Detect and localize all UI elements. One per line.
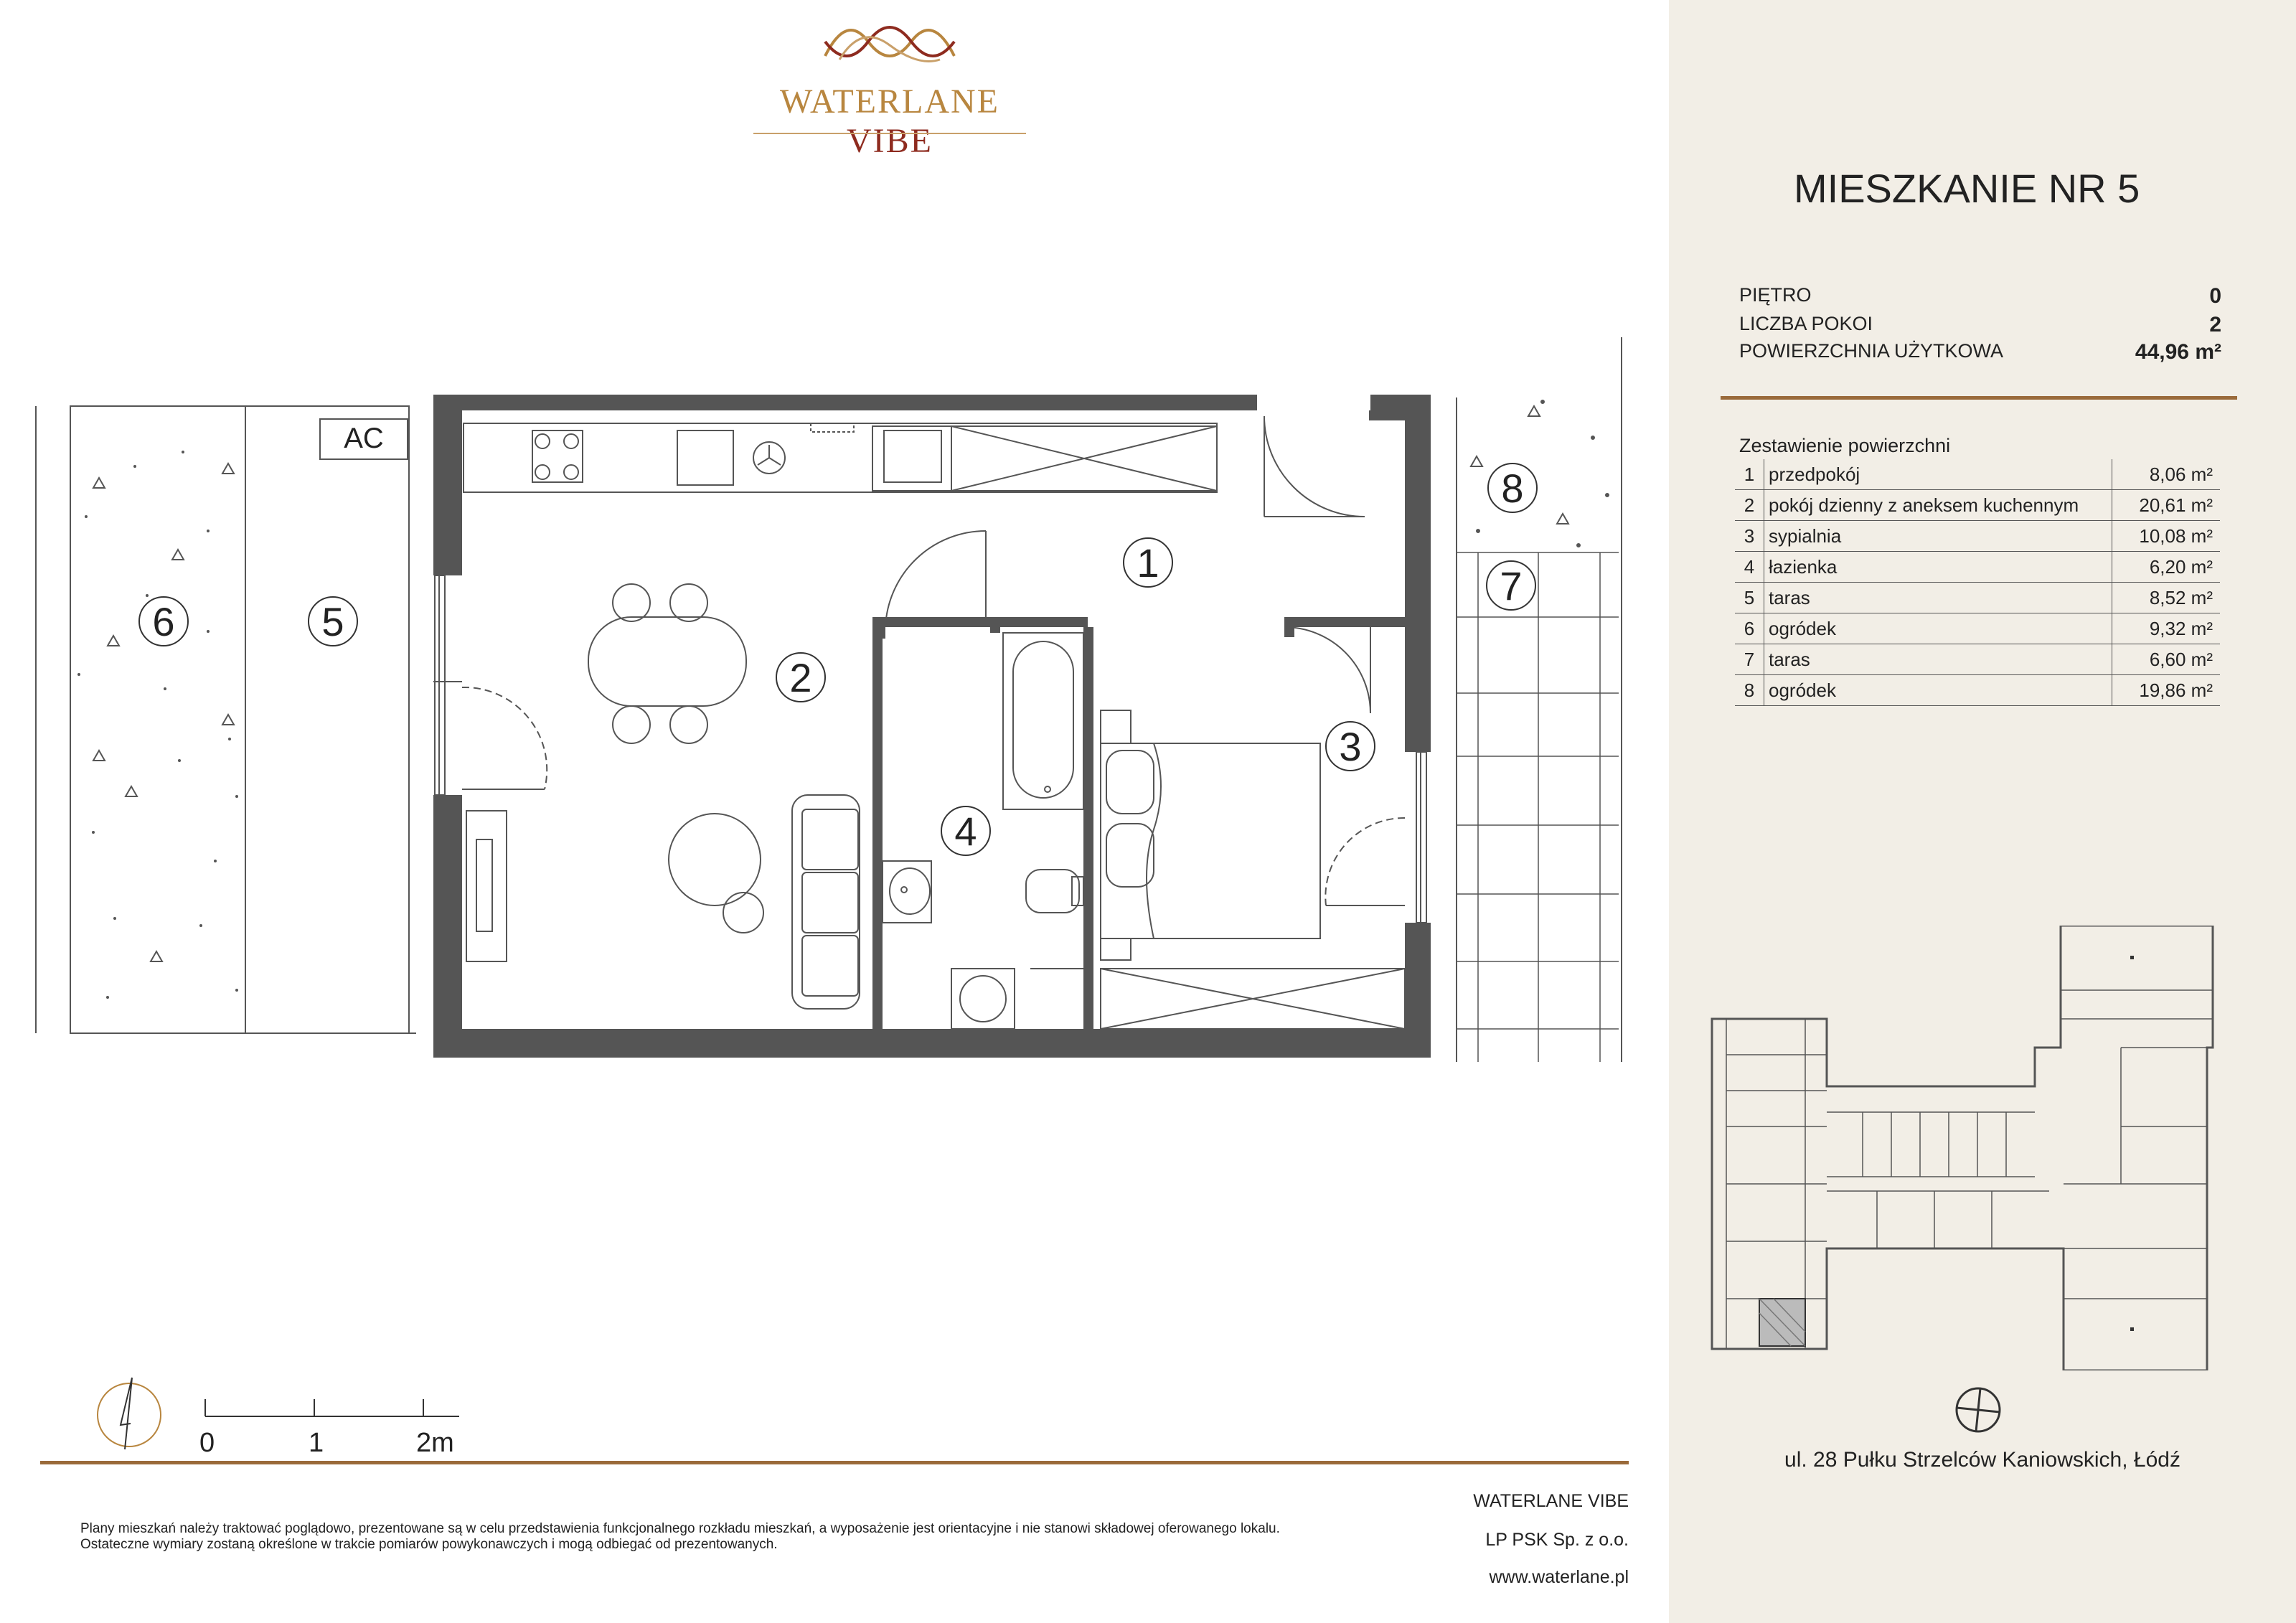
area-no: 4	[1735, 552, 1764, 583]
room-number-8: 8	[1501, 466, 1524, 511]
area-value: 6,20 m²	[2112, 552, 2221, 583]
footer-divider	[40, 1461, 1629, 1464]
areas-table	[1735, 459, 2220, 706]
room-number-7: 7	[1500, 563, 1523, 608]
info-sidebar	[1669, 0, 2296, 1623]
building-key-plan	[1705, 926, 2221, 1370]
info-divider	[1721, 396, 2237, 400]
floor-value: 0	[2209, 284, 2221, 308]
area-value: 9,32 m²	[2112, 613, 2221, 644]
area-value: 8,06 m²	[2112, 459, 2221, 490]
area-no: 8	[1735, 675, 1764, 706]
area-name: przedpokój	[1764, 459, 2112, 490]
area-no: 5	[1735, 583, 1764, 613]
area-row-1	[1735, 459, 2220, 490]
area-value: 6,60 m²	[2112, 644, 2221, 675]
area-name: taras	[1764, 583, 2112, 613]
area-name: pokój dzienny z aneksem kuchennym	[1764, 490, 2112, 521]
area-value: 19,86 m²	[2112, 675, 2221, 706]
address: ul. 28 Pułku Strzelców Kaniowskich, Łódź	[1784, 1448, 2180, 1472]
area-no: 3	[1735, 521, 1764, 552]
area-row-6	[1735, 613, 2220, 644]
room-number-5: 5	[321, 599, 344, 644]
area-label: POWIERZCHNIA UŻYTKOWA	[1739, 340, 2004, 362]
area-no: 6	[1735, 613, 1764, 644]
area-name: sypialnia	[1764, 521, 2112, 552]
area-row-3	[1735, 521, 2220, 552]
area-row-5	[1735, 583, 2220, 613]
compass-icon	[86, 1370, 172, 1457]
site-compass-icon	[1953, 1385, 2003, 1435]
area-no: 2	[1735, 490, 1764, 521]
room-number-2: 2	[789, 655, 812, 700]
scale-bar	[194, 1385, 466, 1421]
floor-label: PIĘTRO	[1739, 284, 1812, 306]
room-number-1: 1	[1137, 540, 1159, 585]
scale-label-2: 2m	[416, 1428, 454, 1458]
brand-name-part2: VIBE	[847, 122, 933, 160]
area-no: 1	[1735, 459, 1764, 490]
area-value: 44,96 m²	[2135, 340, 2221, 364]
room-number-4: 4	[954, 809, 977, 854]
area-row-4	[1735, 552, 2220, 583]
scale-label-1: 1	[309, 1428, 324, 1458]
area-name: ogródek	[1764, 613, 2112, 644]
area-value: 20,61 m²	[2112, 490, 2221, 521]
room-number-3: 3	[1339, 724, 1362, 769]
company-website[interactable]: www.waterlane.pl	[1489, 1567, 1629, 1587]
area-value: 10,08 m²	[2112, 521, 2221, 552]
scale-label-0: 0	[199, 1428, 215, 1458]
apartment-title: MIESZKANIE NR 5	[1794, 166, 2140, 211]
areas-table-title: Zestawienie powierzchni	[1739, 435, 1951, 456]
area-no: 7	[1735, 644, 1764, 675]
area-value: 8,52 m²	[2112, 583, 2221, 613]
brand-name-part1: WATERLANE	[780, 83, 999, 121]
area-name: ogródek	[1764, 675, 2112, 706]
disclaimer-line-2: Ostateczne wymiary zostaną określone w trakcie pomiarów powykonawczych i mogą odbiegać od prezentowanych.	[80, 1537, 778, 1552]
area-row-8	[1735, 675, 2220, 706]
disclaimer	[80, 1521, 1444, 1553]
area-row-7	[1735, 644, 2220, 675]
ac-label: AC	[344, 423, 384, 454]
room-number-6: 6	[152, 599, 175, 644]
area-name: taras	[1764, 644, 2112, 675]
area-row-2	[1735, 490, 2220, 521]
rooms-value: 2	[2209, 313, 2221, 337]
area-name: łazienka	[1764, 552, 2112, 583]
rooms-label: LICZBA POKOI	[1739, 313, 1873, 334]
company-legal: LP PSK Sp. z o.o.	[1485, 1530, 1629, 1550]
disclaimer-line-1: Plany mieszkań należy traktować poglądowo, prezentowane są w celu przedstawienia funkcjonalnego rozkładu mieszkań, a wyposażenie jest orientacyjne i nie stanowi składowej oferowanego lokalu.	[80, 1521, 1280, 1536]
company-name: WATERLANE VIBE	[1473, 1491, 1629, 1511]
